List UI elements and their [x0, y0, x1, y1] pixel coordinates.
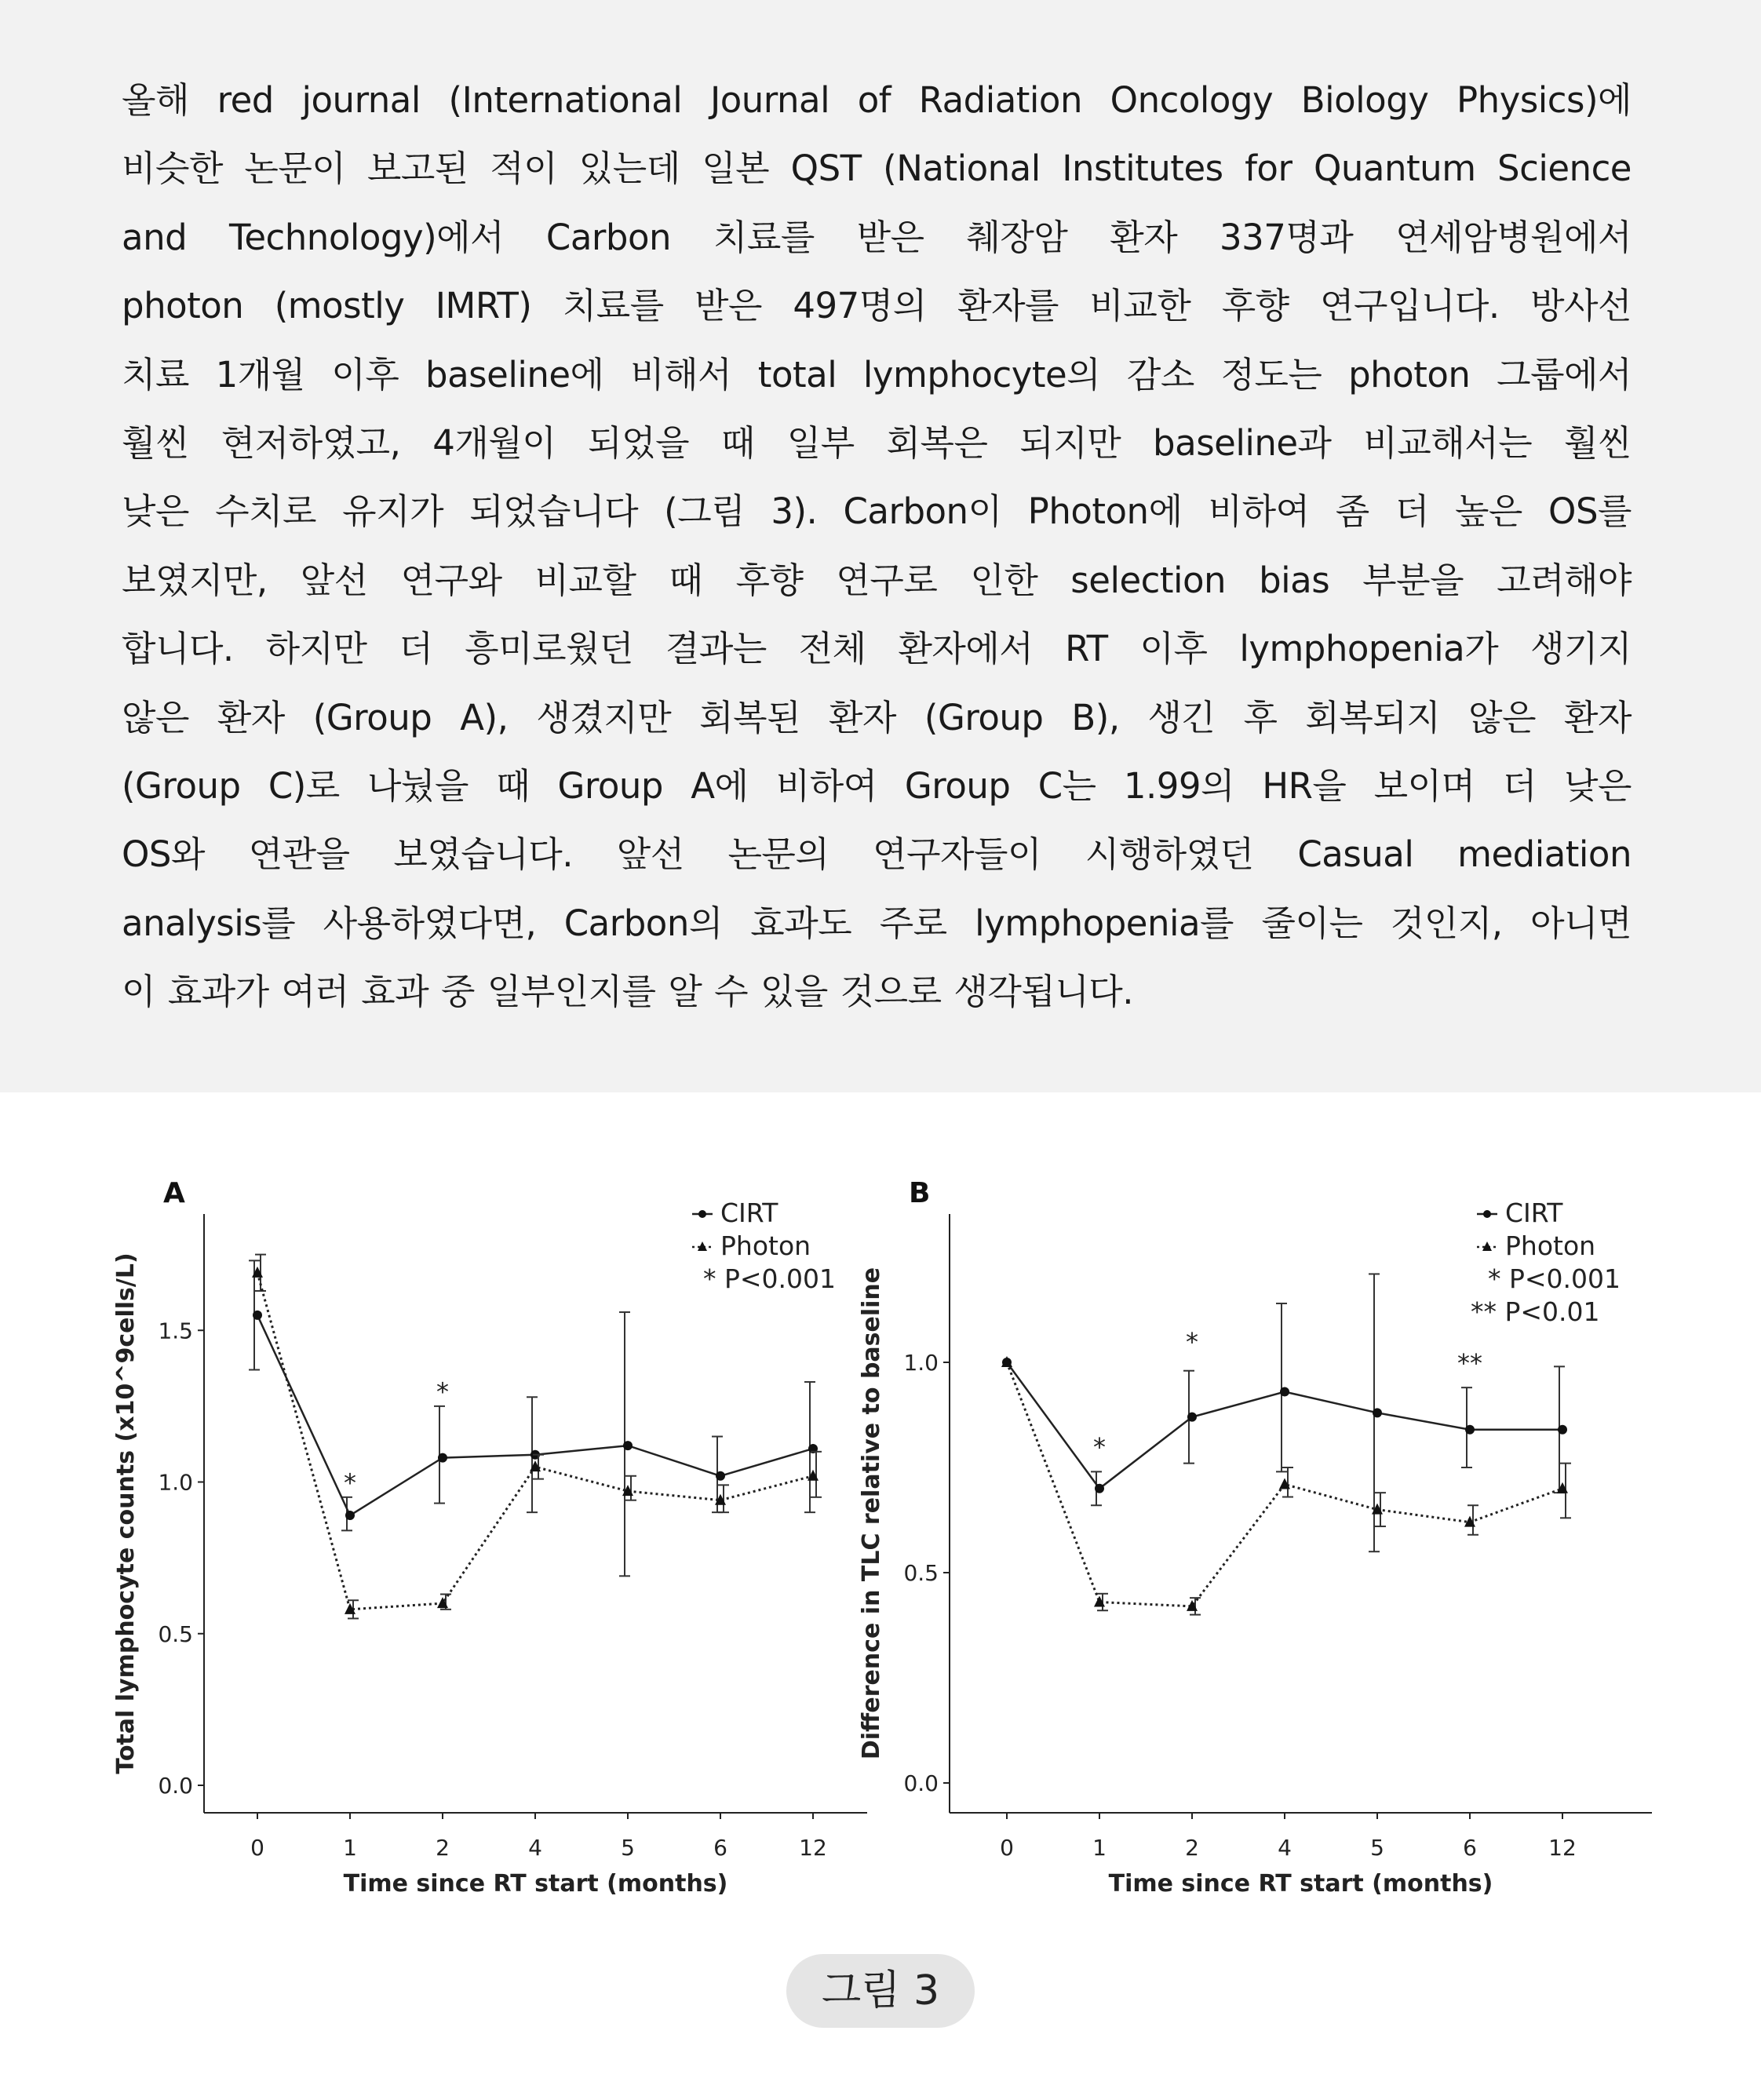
x-tick-label: 5: [1370, 1835, 1384, 1861]
paragraph-line: 훨씬 현저하였고, 4개월이 되었을 때 일부 회복은 되지만 baseline과 비교해서는 훨씬: [122, 422, 1632, 465]
significance-mark: *: [436, 1376, 449, 1407]
legend-significance-note: * P<0.001: [1488, 1263, 1621, 1294]
legend-significance-note: * P<0.001: [703, 1263, 837, 1294]
paragraph-line: 비슷한 논문이 보고된 적이 있는데 일본 QST (National Institutes for Quantum Science: [122, 148, 1632, 190]
y-tick-label: 0.5: [903, 1560, 939, 1586]
y-axis-title: Difference in TLC relative to baseline: [858, 1267, 885, 1760]
x-tick-label: 1: [343, 1835, 357, 1861]
data-point-cirt: [1187, 1413, 1197, 1422]
significance-mark: *: [344, 1467, 356, 1498]
paragraph-line: analysis를 사용하였다면, Carbon의 효과도 주로 lymphopenia를 줄이는 것인지, 아니면: [122, 902, 1632, 944]
panel-label: A: [163, 1177, 185, 1209]
y-tick-label: 0.5: [158, 1621, 193, 1647]
y-tick-label: 0.0: [158, 1773, 193, 1799]
legend-marker-cirt: [1483, 1210, 1491, 1218]
significance-mark: *: [1093, 1432, 1106, 1463]
data-point-cirt: [1095, 1484, 1104, 1493]
series-line-photon: [257, 1273, 813, 1610]
x-tick-label: 6: [713, 1835, 727, 1861]
x-tick-label: 2: [436, 1835, 450, 1861]
data-point-cirt: [1280, 1387, 1289, 1397]
x-tick-label: 4: [528, 1835, 542, 1861]
legend-label-photon: Photon: [1505, 1230, 1596, 1261]
x-axis-title: Time since RT start (months): [343, 1870, 728, 1898]
data-point-cirt: [253, 1311, 262, 1320]
x-axis-title: Time since RT start (months): [1108, 1870, 1493, 1898]
x-tick-label: 6: [1463, 1835, 1477, 1861]
x-tick-label: 0: [1000, 1835, 1014, 1861]
paragraph-line: (Group C)로 나눴을 때 Group A에 비하여 Group C는 1.99의 HR을 보이며 더 낮은: [122, 765, 1632, 808]
body-paragraph: [122, 66, 1632, 1026]
paragraph-line: 보였지만, 앞선 연구와 비교할 때 후향 연구로 인한 selection bias 부분을 고려해야: [122, 559, 1632, 601]
data-point-cirt: [438, 1453, 447, 1463]
data-point-cirt: [1465, 1425, 1475, 1435]
significance-mark: **: [1457, 1348, 1482, 1378]
data-point-cirt: [345, 1511, 355, 1520]
x-tick-label: 1: [1092, 1835, 1107, 1861]
series-line-cirt: [1007, 1362, 1562, 1489]
figure-caption: 그림 3: [786, 1954, 975, 2028]
data-point-cirt: [1373, 1408, 1382, 1417]
series-line-cirt: [257, 1315, 813, 1515]
x-tick-label: 4: [1278, 1835, 1292, 1861]
paragraph-line: 올해 red journal (International Journal of Radiation Oncology Biology Physics)에: [122, 79, 1632, 121]
significance-mark: *: [1186, 1327, 1198, 1358]
data-point-cirt: [1558, 1425, 1567, 1435]
chart-panel-a: [102, 1092, 871, 1916]
x-tick-label: 12: [799, 1835, 827, 1861]
data-point-cirt: [716, 1471, 725, 1481]
paragraph-line: OS와 연관을 보였습니다. 앞선 논문의 연구자들이 시행하였던 Casual mediation: [122, 833, 1632, 876]
y-axis-title: Total lymphocyte counts (x10^9cells/L): [112, 1252, 140, 1774]
paragraph-line: photon (mostly IMRT) 치료를 받은 497명의 환자를 비교한 후향 연구입니다. 방사선: [122, 285, 1632, 327]
x-tick-label: 5: [621, 1835, 635, 1861]
legend-marker-cirt: [698, 1210, 706, 1218]
y-tick-label: 1.0: [158, 1469, 193, 1496]
x-tick-label: 12: [1548, 1835, 1577, 1861]
y-tick-label: 0.0: [903, 1770, 939, 1796]
legend-label-cirt: CIRT: [720, 1198, 778, 1228]
paragraph-line: 낮은 수치로 유지가 되었습니다 (그림 3). Carbon이 Photon에 비하여 좀 더 높은 OS를: [122, 490, 1632, 533]
paragraph-line: 치료 1개월 이후 baseline에 비해서 total lymphocyte의 감소 정도는 photon 그룹에서: [122, 353, 1632, 396]
legend-significance-note: ** P<0.01: [1471, 1296, 1600, 1327]
chart-panel-b: [848, 1092, 1656, 1916]
y-tick-label: 1.5: [158, 1318, 193, 1344]
panel-label: B: [909, 1177, 931, 1209]
paragraph-line: 이 효과가 여러 효과 중 일부인지를 알 수 있을 것으로 생각됩니다.: [122, 971, 1134, 1013]
legend-label-photon: Photon: [720, 1230, 811, 1261]
paragraph-line: 않은 환자 (Group A), 생겼지만 회복된 환자 (Group B), 생긴 후 회복되지 않은 환자: [122, 696, 1632, 738]
legend-label-cirt: CIRT: [1505, 1198, 1563, 1228]
paragraph-line: 합니다. 하지만 더 흥미로웠던 결과는 전체 환자에서 RT 이후 lymphopenia가 생기지: [122, 628, 1632, 670]
y-tick-label: 1.0: [903, 1350, 939, 1376]
paragraph-line: and Technology)에서 Carbon 치료를 받은 췌장암 환자 337명과 연세암병원에서: [122, 216, 1632, 258]
x-tick-label: 0: [250, 1835, 264, 1861]
data-point-cirt: [623, 1441, 633, 1450]
x-tick-label: 2: [1185, 1835, 1199, 1861]
